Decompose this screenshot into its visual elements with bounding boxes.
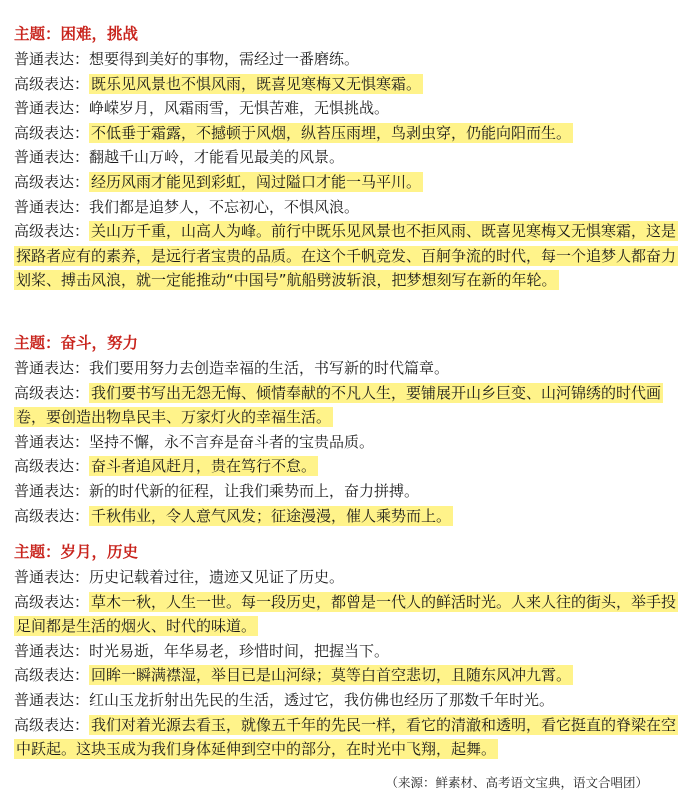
expression-label: 高级表达：: [14, 506, 90, 525]
advanced-expression-row: [14, 121, 678, 146]
highlighted-text: 关山万千重，山高人为峰。前行中既乐见风景也不拒风雨、既喜见寒梅又无惧寒霜，这是探路者应有的素养，是远行者宝贵的品质。在这个千帆竞发、百舸争流的时代，每一个追梦人都奋力划桨、搏击风浪，就一定能推动“中国号”航船劈波斩浪，把梦想刻写在新的年轮。: [16, 222, 677, 290]
expression-text: 历史记载着过往，遗迹又见证了历史。: [89, 568, 345, 586]
expression-list: [14, 356, 678, 528]
expression-label: 高级表达：: [14, 457, 90, 476]
expression-label: 普通表达：: [14, 148, 90, 167]
expression-label: 高级表达：: [14, 715, 90, 734]
expression-text: 想要得到美好的事物，需经过一番磨练。: [89, 50, 360, 68]
section-heading: 主题：困难，挑战: [14, 25, 139, 43]
advanced-expression-row: [14, 219, 678, 293]
section-difficulty: [14, 22, 678, 293]
expression-label: 高级表达：: [14, 383, 90, 402]
expression-label: 普通表达：: [14, 99, 90, 118]
expression-text: 我们要用努力去创造幸福的生活，书写新的时代篇章。: [89, 359, 450, 377]
expression-label: 普通表达：: [14, 50, 90, 68]
plain-expression-row: [14, 145, 678, 170]
expression-text: 坚持不懈，永不言弃是奋斗者的宝贵品质。: [89, 432, 375, 451]
advanced-expression-row: [14, 713, 678, 762]
expression-label: 高级表达：: [14, 666, 90, 685]
highlighted-text: 草木一秋，人生一世。每一段历史，都曾是一代人的鲜活时光。人来人往的街头，举手投足间都是生活的烟火、时代的味道。: [16, 592, 677, 636]
expression-label: 普通表达：: [14, 481, 90, 500]
section-heading: 主题：岁月，历史: [14, 543, 139, 561]
expression-text: 峥嵘岁月，风霜雨雪，无惧苦难，无惧挑战。: [89, 99, 390, 118]
expression-label: 普通表达：: [14, 690, 90, 709]
expression-label: 普通表达：: [14, 359, 90, 377]
expression-list: [14, 47, 678, 293]
expression-text: 时光易逝，年华易老，珍惜时间，把握当下。: [89, 641, 390, 660]
highlighted-text: 我们要书写出无怨无悔、倾情奉献的不凡人生，要铺展开山乡巨变、山河锦绣的时代画卷，要创造出物阜民丰、万家灯火的幸福生活。: [16, 383, 662, 427]
highlighted-text: 我们对着光源去看玉，就像五千年的先民一样，看它的清澈和透明，看它挺直的脊梁在空中跃起。这块玉成为我们身体延伸到空中的部分，在时光中飞翔，起舞。: [16, 715, 677, 759]
advanced-expression-row: [14, 504, 678, 529]
section-heading: 主题：奋斗，努力: [14, 334, 139, 352]
expression-text: 翻越千山万岭，才能看见最美的风景。: [89, 148, 345, 167]
highlighted-text: 回眸一瞬满襟湿，举目已是山河绿；莫等白首空悲切，且随东风冲九霄。: [91, 666, 572, 685]
expression-text: 我们都是追梦人，不忘初心，不惧风浪。: [89, 197, 360, 216]
expression-label: 普通表达：: [14, 568, 90, 586]
source-note: （来源：鲜素材、高考语文宝典，语文合唱团）: [385, 775, 648, 790]
section-history: [14, 540, 678, 762]
advanced-expression-row: [14, 381, 678, 430]
expression-label: 高级表达：: [14, 123, 90, 142]
plain-expression-row: [14, 639, 678, 664]
advanced-expression-row: [14, 663, 678, 688]
advanced-expression-row: [14, 590, 678, 639]
plain-expression-row: [14, 96, 678, 121]
expression-label: 普通表达：: [14, 432, 90, 451]
plain-expression-row: [14, 479, 678, 504]
plain-expression-row: [14, 430, 678, 455]
expression-label: 普通表达：: [14, 197, 90, 216]
expression-label: 普通表达：: [14, 641, 90, 660]
plain-expression-row: [14, 356, 678, 381]
plain-expression-row: [14, 688, 678, 713]
plain-expression-row: [14, 565, 678, 590]
highlighted-text: 奋斗者追风赶月，贵在笃行不怠。: [91, 457, 317, 476]
plain-expression-row: [14, 195, 678, 220]
advanced-expression-row: [14, 170, 678, 195]
expression-text: 红山玉龙折射出先民的生活，透过它，我仿佛也经历了那数千年时光。: [89, 690, 555, 709]
highlighted-text: 经历风雨才能见到彩虹，闯过隘口才能一马平川。: [91, 172, 422, 191]
expression-text: 新的时代新的征程，让我们乘势而上，奋力拼搏。: [89, 481, 420, 500]
expression-list: [14, 565, 678, 762]
advanced-expression-row: [14, 454, 678, 479]
highlighted-text: 不低垂于霜露，不撼顿于风烟，纵苔压雨埋，鸟剥虫穿，仍能向阳而生。: [91, 123, 572, 142]
highlighted-text: 既乐见风景也不惧风雨，既喜见寒梅又无惧寒霜。: [91, 74, 422, 93]
expression-label: 高级表达：: [14, 172, 90, 191]
expression-label: 高级表达：: [14, 74, 90, 93]
advanced-expression-row: [14, 72, 678, 97]
section-striving: [14, 331, 678, 528]
plain-expression-row: [14, 47, 678, 72]
expression-label: 高级表达：: [14, 222, 90, 241]
expression-label: 高级表达：: [14, 592, 90, 611]
highlighted-text: 千秋伟业，令人意气风发；征途漫漫，催人乘势而上。: [91, 506, 452, 525]
